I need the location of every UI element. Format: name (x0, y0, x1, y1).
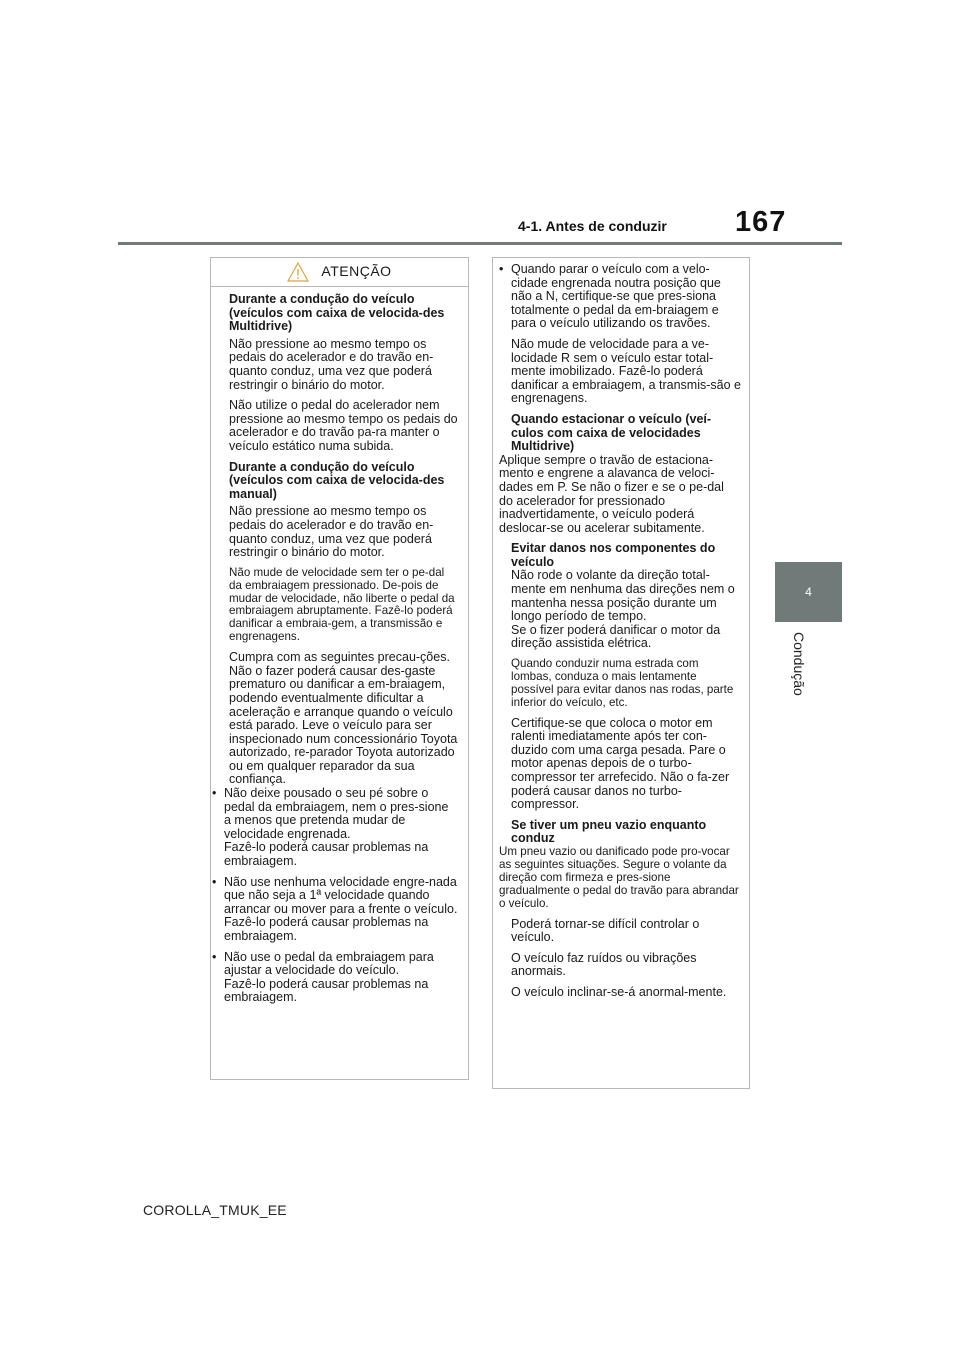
steering-consequence: Se o fizer poderá danificar o motor da direção assistida elétrica. (511, 622, 721, 651)
reverse-gear-text: Não mude de velocidade para a ve-locidade R sem o veículo estar total-mente imobilizado. Fazê-lo poderá danificar a embraiagem, a transmis-são e engrenagens. (511, 336, 741, 406)
clutch-speed-consequence: Fazê-lo poderá causar problemas na embraiagem. (224, 976, 429, 1005)
parking-title: Quando estacionar o veículo (veí-culos com caixa de velocidades Multidrive) (511, 411, 712, 454)
section-title: 4-1. Antes de conduzir (518, 218, 667, 234)
chapter-tab-number: 4 (805, 585, 812, 599)
warning-header (211, 258, 468, 287)
flat-tire-symptom: O veículo inclinar-se-á anormal-mente. (511, 984, 727, 999)
manual-clutch-text: Não mude de velocidade sem ter o pe-dal da embraiagem pressionado. De-pois de mudar de velocidade, não liberte o pedal da embraiagem abruptamente. Fazê-lo poderá danificar a embraia-gem, a transmissão e engrenagens. (229, 565, 455, 644)
first-gear-consequence: Fazê-lo poderá causar problemas na embraiagem. (224, 915, 429, 943)
flat-tire-symptom: Poderá tornar-se difícil controlar o veículo. (511, 916, 700, 945)
component-damage-title: Evitar danos nos componentes do veículo (511, 541, 716, 569)
first-gear-text: • Não use nenhuma velocidade engre-nada que não seja a 1ª velocidade quando arrancar ou mover para a frente o veículo. (224, 874, 458, 916)
manual-pedals-text: Não pressione ao mesmo tempo os pedais do acelerador e do travão en-quanto conduz, uma vez que poderá restringir o binário do motor. (229, 504, 434, 560)
footer-code: COROLLA_TMUK_EE (143, 1202, 287, 1218)
list-item (212, 951, 458, 1005)
bumpy-road-text: Quando conduzir numa estrada com lombas, conduza o mais lentamente possível para evitar danos nas rodas, parte inferior do veículo, etc. (511, 657, 734, 709)
chapter-tab[interactable] (775, 562, 842, 622)
flat-tire-title: Se tiver um pneu vazio enquanto conduz (511, 817, 707, 846)
manual-driving-title: Durante a condução do veículo (veículos com caixa de velocida-des manual) (229, 459, 445, 501)
flat-tire-symptom: O veículo faz ruídos ou vibrações anormais. (511, 950, 697, 979)
multidrive-pedals-text: Não pressione ao mesmo tempo os pedais do acelerador e do travão en-quanto conduz, uma vez que poderá restringir o binário do motor. (229, 336, 434, 392)
list-item (212, 787, 458, 869)
parking-text: Aplique sempre o travão de estaciona-mento e engrene a alavanca de veloci-dades em P. Se não o fizer e se o pe-dal do acelerador for pressionado inadvertidamente, o veículo poderá deslocar-se ou acelerar subitamente. (499, 452, 724, 535)
chapter-label: Condução (791, 632, 807, 696)
stop-vehicle-text: • Quando parar o veículo com a velo-cidade engrenada noutra posição que não a N, certifique-se que pres-siona totalmente o pedal da em-braiagem e para o veículo utilizando os travões. (511, 262, 721, 331)
clutch-rest-consequence: Fazê-lo poderá causar problemas na embraiagem. (224, 840, 429, 869)
clutch-speed-text: • Não use o pedal da embraiagem para ajustar a velocidade do veículo. (224, 949, 434, 978)
list-item (499, 263, 741, 331)
turbo-idle-text: Certifique-se que coloca o motor em ralenti imediatamente após ter con-duzido com uma carga pesada. Pare o motor apenas depois de o turbo-compressor ter arrefecido. Não o fa-zer poderá causar danos no turbo-compressor. (511, 715, 730, 812)
multidrive-hill-text: Não utilize o pedal do acelerador nem pressione ao mesmo tempo os pedais do acelerador e do travão pa-ra manter o veículo estático numa subida. (229, 398, 458, 453)
warning-box-continued (492, 257, 750, 1089)
warning-triangle-icon (287, 262, 309, 282)
list-item (212, 876, 458, 944)
warning-box (210, 257, 469, 1080)
flat-tire-text: Um pneu vazio ou danificado pode pro-vocar as seguintes situações. Segure o volante da direção com firmeza e pres-sione gradualmente o pedal do travão para abrandar o veículo. (499, 845, 739, 910)
warning-heading: ATENÇÃO (321, 263, 392, 280)
page-number: 167 (735, 206, 787, 238)
clutch-rest-text: • Não deixe pousado o seu pé sobre o pedal da embraiagem, nem o pres-sione a menos que pretenda mudar de velocidade engrenada. (224, 786, 449, 841)
multidrive-driving-title: Durante a condução do veículo (veículos com caixa de velocida-des Multidrive) (229, 292, 445, 334)
header-rule (118, 242, 842, 245)
steering-text: Não rode o volante da direção total-mente em nenhuma das direções nem o mantenha nessa posição durante um longo período de tempo. (511, 568, 735, 624)
clutch-precautions-text: Cumpra com as seguintes precau-ções. Não o fazer poderá causar des-gaste prematuro ou danificar a em-braiagem, podendo eventualmente dificultar a aceleração e arranque quando o veículo está parado. Leve o veículo para ser inspecionado num concessionário Toyota autorizado, re-parador Toyota autorizado ou em qualquer reparador da sua confiança. (229, 650, 458, 787)
